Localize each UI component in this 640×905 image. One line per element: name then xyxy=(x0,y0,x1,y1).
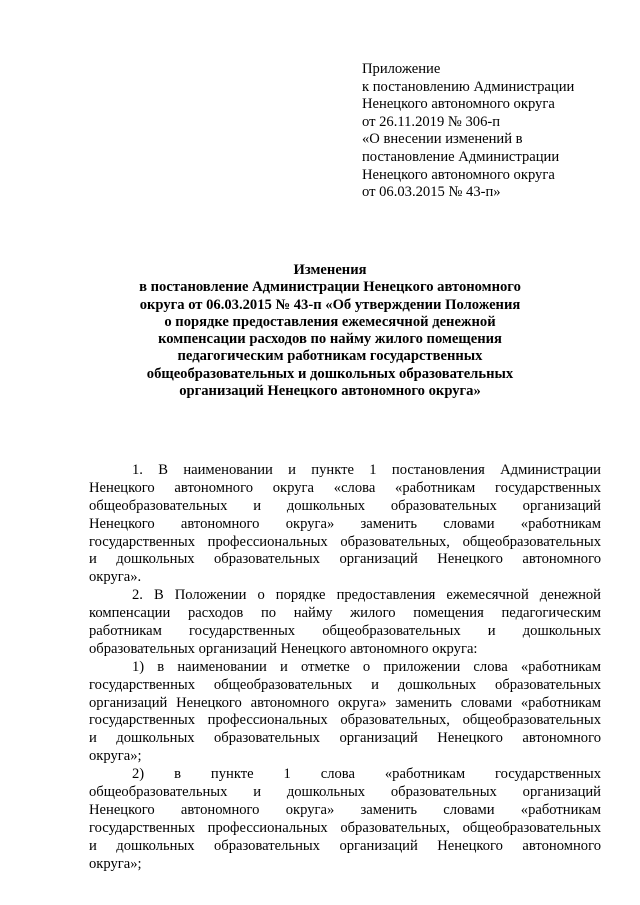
paragraph-line: государственных профессиональных образовательных, общеобразовательных xyxy=(89,533,601,550)
paragraph-line: работникам государственных общеобразовательных и дошкольных xyxy=(89,623,601,640)
paragraph-line: 1) в наименовании и отметке о приложении слова «работникам xyxy=(132,658,601,675)
title-line: общеобразовательных и дошкольных образовательных xyxy=(146,365,514,382)
title-line: о порядке предоставления ежемесячной денежной xyxy=(164,313,496,330)
paragraph-line: организаций Ненецкого автономного округа» заменить словами «работникам xyxy=(89,694,601,711)
appendix-line: Приложение xyxy=(362,61,441,77)
paragraph-line: государственных общеобразовательных и дошкольных образовательных xyxy=(89,676,601,693)
title-line: округа от 06.03.2015 № 43-п «Об утверждении Положения xyxy=(139,296,521,313)
appendix-line: от 06.03.2015 № 43-п» xyxy=(362,184,501,201)
title-line: Изменения xyxy=(293,262,367,278)
paragraph-line: 1. В наименовании и пункте 1 постановления Администрации xyxy=(132,462,601,478)
paragraph-line: общеобразовательных и дошкольных образовательных организаций xyxy=(89,497,601,514)
paragraph-line: Ненецкого автономного округа «слова «работникам государственных xyxy=(89,479,601,496)
appendix-line: Ненецкого автономного округа xyxy=(362,96,555,113)
paragraph-line: 2. В Положении о порядке предоставления ежемесячной денежной xyxy=(132,587,601,604)
paragraph-line: государственных профессиональных образовательных, общеобразовательных xyxy=(89,712,601,729)
paragraph-line: и дошкольных образовательных организаций Ненецкого автономного xyxy=(89,837,601,854)
paragraph-line: и дошкольных образовательных организаций Ненецкого автономного xyxy=(89,551,601,568)
appendix-line: к постановлению Администрации xyxy=(362,78,575,95)
document-body xyxy=(89,462,601,873)
appendix-header xyxy=(362,61,622,202)
paragraph-line: округа»; xyxy=(89,855,142,872)
document-title xyxy=(110,262,550,400)
subitem-2 xyxy=(89,766,601,873)
paragraph-line: и дошкольных образовательных организаций Ненецкого автономного xyxy=(89,730,601,747)
paragraph-line: округа». xyxy=(89,569,142,586)
paragraph-line: образовательных организаций Ненецкого автономного округа: xyxy=(89,640,478,657)
title-line: компенсации расходов по найму жилого помещения xyxy=(158,331,502,348)
title-line: педагогическим работникам государственных xyxy=(177,348,483,365)
paragraph-line: государственных профессиональных образовательных, общеобразовательных xyxy=(89,819,601,836)
appendix-line: «О внесении изменений в xyxy=(362,131,523,148)
appendix-line: от 26.11.2019 № 306-п xyxy=(362,113,501,130)
paragraph-line: общеобразовательных и дошкольных образовательных организаций xyxy=(89,784,601,801)
paragraph-line: Ненецкого автономного округа» заменить словами «работникам xyxy=(89,515,601,532)
title-line: в постановление Администрации Ненецкого автономного xyxy=(139,279,521,296)
paragraph-line: 2) в пункте 1 слова «работникам государственных xyxy=(132,766,601,783)
paragraph-2 xyxy=(89,587,601,659)
paragraph-line: округа»; xyxy=(89,748,142,765)
paragraph-1 xyxy=(89,462,601,587)
paragraph-line: Ненецкого автономного округа» заменить словами «работникам xyxy=(89,801,601,818)
appendix-line: Ненецкого автономного округа xyxy=(362,166,555,183)
title-line: организаций Ненецкого автономного округа» xyxy=(179,383,481,400)
paragraph-line: компенсации расходов по найму жилого помещения педагогическим xyxy=(89,605,601,622)
appendix-line: постановление Администрации xyxy=(362,148,560,165)
subitem-1 xyxy=(89,659,601,766)
